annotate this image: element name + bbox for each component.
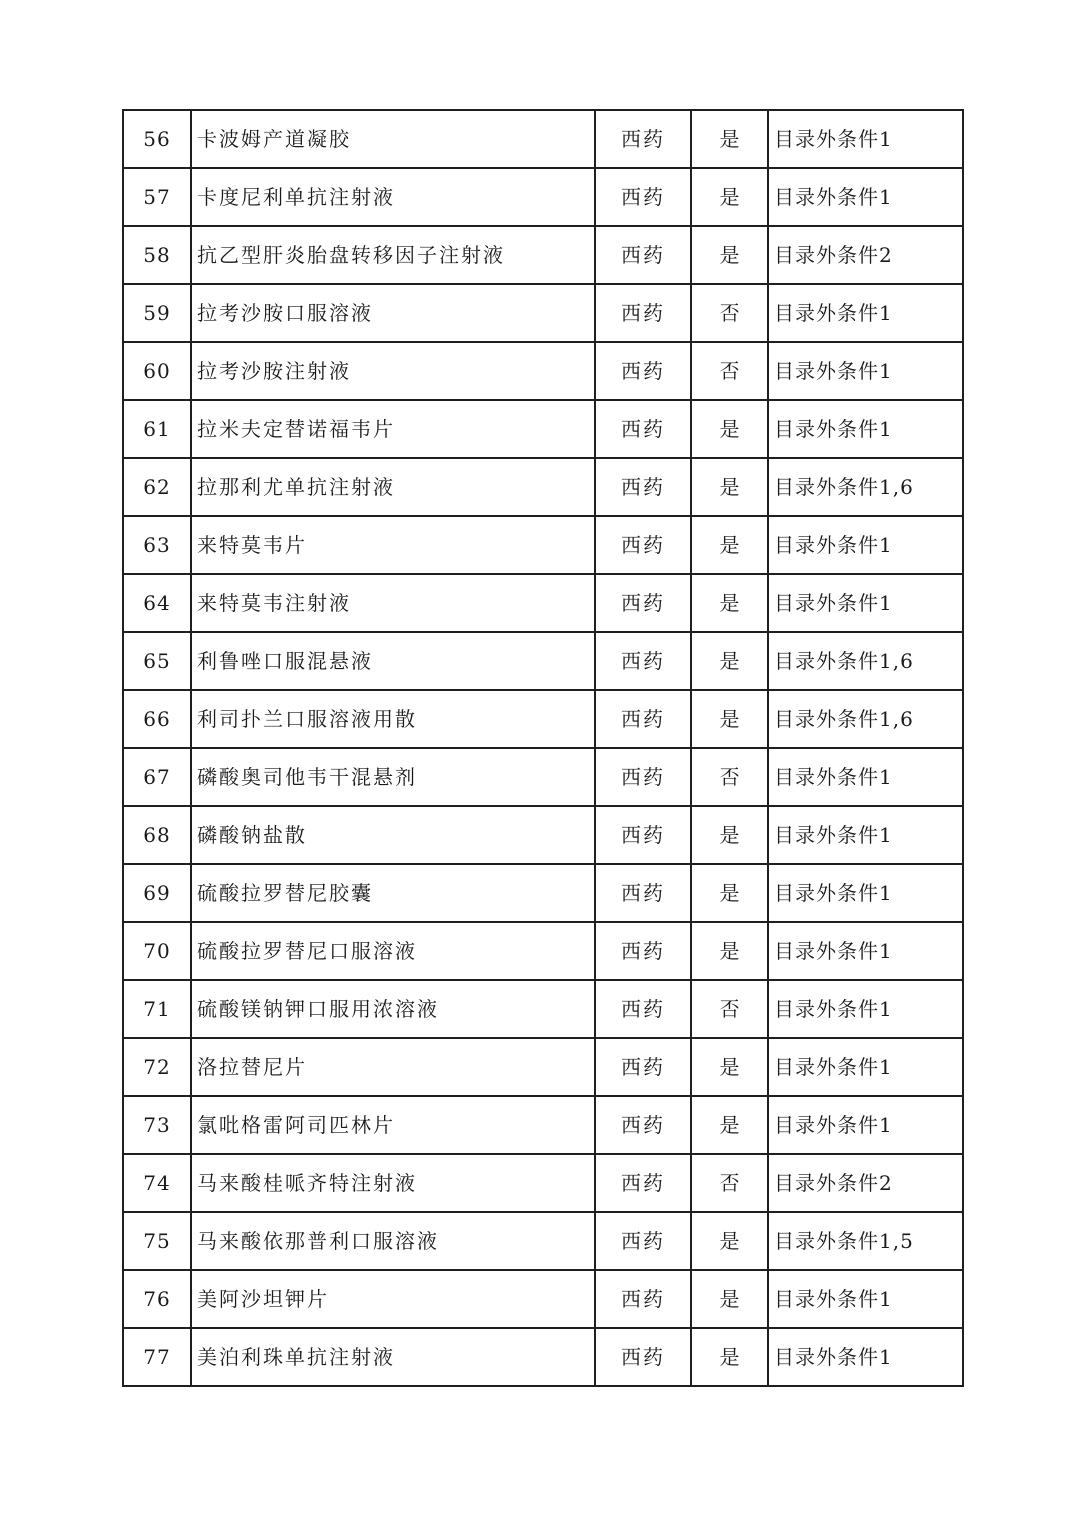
drug-name-cell: 利司扑兰口服溶液用散 <box>191 690 595 748</box>
flag-cell: 是 <box>691 922 768 980</box>
flag-cell: 是 <box>691 1212 768 1270</box>
drug-name-cell: 磷酸钠盐散 <box>191 806 595 864</box>
row-number-cell: 57 <box>123 168 191 226</box>
drug-type-cell: 西药 <box>595 806 691 864</box>
table-row <box>123 1270 963 1328</box>
drug-list-table-body <box>123 110 963 1386</box>
drug-name-cell: 磷酸奥司他韦干混悬剂 <box>191 748 595 806</box>
flag-cell: 是 <box>691 110 768 168</box>
table-row <box>123 342 963 400</box>
table-row <box>123 226 963 284</box>
flag-cell: 是 <box>691 806 768 864</box>
drug-name-cell: 卡度尼利单抗注射液 <box>191 168 595 226</box>
table-row <box>123 864 963 922</box>
drug-type-cell: 西药 <box>595 922 691 980</box>
drug-type-cell: 西药 <box>595 400 691 458</box>
condition-cell: 目录外条件1 <box>768 806 963 864</box>
table-row <box>123 168 963 226</box>
flag-cell: 是 <box>691 516 768 574</box>
drug-name-cell: 马来酸依那普利口服溶液 <box>191 1212 595 1270</box>
flag-cell: 是 <box>691 864 768 922</box>
drug-name-cell: 利鲁唑口服混悬液 <box>191 632 595 690</box>
table-row <box>123 284 963 342</box>
flag-cell: 是 <box>691 690 768 748</box>
row-number-cell: 62 <box>123 458 191 516</box>
row-number-cell: 72 <box>123 1038 191 1096</box>
flag-cell: 是 <box>691 168 768 226</box>
table-row <box>123 1096 963 1154</box>
row-number-cell: 61 <box>123 400 191 458</box>
flag-cell: 是 <box>691 1328 768 1386</box>
drug-type-cell: 西药 <box>595 574 691 632</box>
drug-type-cell: 西药 <box>595 690 691 748</box>
row-number-cell: 59 <box>123 284 191 342</box>
row-number-cell: 69 <box>123 864 191 922</box>
drug-type-cell: 西药 <box>595 1096 691 1154</box>
drug-type-cell: 西药 <box>595 284 691 342</box>
condition-cell: 目录外条件1 <box>768 980 963 1038</box>
drug-name-cell: 拉考沙胺注射液 <box>191 342 595 400</box>
row-number-cell: 68 <box>123 806 191 864</box>
condition-cell: 目录外条件1 <box>768 284 963 342</box>
flag-cell: 否 <box>691 980 768 1038</box>
condition-cell: 目录外条件1 <box>768 1270 963 1328</box>
table-row <box>123 1154 963 1212</box>
drug-name-cell: 硫酸拉罗替尼口服溶液 <box>191 922 595 980</box>
flag-cell: 是 <box>691 1270 768 1328</box>
table-row <box>123 400 963 458</box>
drug-type-cell: 西药 <box>595 342 691 400</box>
table-row <box>123 1328 963 1386</box>
drug-name-cell: 来特莫韦片 <box>191 516 595 574</box>
drug-name-cell: 来特莫韦注射液 <box>191 574 595 632</box>
condition-cell: 目录外条件1,6 <box>768 690 963 748</box>
row-number-cell: 56 <box>123 110 191 168</box>
flag-cell: 是 <box>691 632 768 690</box>
table-row <box>123 806 963 864</box>
flag-cell: 否 <box>691 342 768 400</box>
condition-cell: 目录外条件1 <box>768 574 963 632</box>
drug-type-cell: 西药 <box>595 980 691 1038</box>
table-row <box>123 748 963 806</box>
drug-name-cell: 氯吡格雷阿司匹林片 <box>191 1096 595 1154</box>
drug-type-cell: 西药 <box>595 864 691 922</box>
table-row <box>123 110 963 168</box>
condition-cell: 目录外条件1 <box>768 748 963 806</box>
row-number-cell: 63 <box>123 516 191 574</box>
table-row <box>123 1038 963 1096</box>
condition-cell: 目录外条件1 <box>768 400 963 458</box>
condition-cell: 目录外条件1 <box>768 110 963 168</box>
flag-cell: 否 <box>691 284 768 342</box>
condition-cell: 目录外条件1 <box>768 1038 963 1096</box>
table-row <box>123 574 963 632</box>
drug-name-cell: 卡波姆产道凝胶 <box>191 110 595 168</box>
condition-cell: 目录外条件1,6 <box>768 458 963 516</box>
drug-name-cell: 拉米夫定替诺福韦片 <box>191 400 595 458</box>
condition-cell: 目录外条件1 <box>768 516 963 574</box>
table-row <box>123 1212 963 1270</box>
condition-cell: 目录外条件1,5 <box>768 1212 963 1270</box>
row-number-cell: 67 <box>123 748 191 806</box>
drug-type-cell: 西药 <box>595 748 691 806</box>
row-number-cell: 58 <box>123 226 191 284</box>
drug-type-cell: 西药 <box>595 168 691 226</box>
drug-name-cell: 抗乙型肝炎胎盘转移因子注射液 <box>191 226 595 284</box>
drug-name-cell: 美泊利珠单抗注射液 <box>191 1328 595 1386</box>
drug-type-cell: 西药 <box>595 1212 691 1270</box>
flag-cell: 是 <box>691 226 768 284</box>
condition-cell: 目录外条件2 <box>768 1154 963 1212</box>
row-number-cell: 65 <box>123 632 191 690</box>
condition-cell: 目录外条件1 <box>768 922 963 980</box>
condition-cell: 目录外条件1 <box>768 864 963 922</box>
row-number-cell: 71 <box>123 980 191 1038</box>
flag-cell: 是 <box>691 458 768 516</box>
row-number-cell: 74 <box>123 1154 191 1212</box>
flag-cell: 是 <box>691 400 768 458</box>
row-number-cell: 64 <box>123 574 191 632</box>
drug-type-cell: 西药 <box>595 226 691 284</box>
condition-cell: 目录外条件1 <box>768 1328 963 1386</box>
table-row <box>123 690 963 748</box>
table-row <box>123 922 963 980</box>
drug-type-cell: 西药 <box>595 632 691 690</box>
drug-name-cell: 马来酸桂哌齐特注射液 <box>191 1154 595 1212</box>
drug-type-cell: 西药 <box>595 516 691 574</box>
table-row <box>123 632 963 690</box>
condition-cell: 目录外条件1,6 <box>768 632 963 690</box>
drug-list-table <box>122 109 964 1387</box>
table-row <box>123 980 963 1038</box>
drug-name-cell: 洛拉替尼片 <box>191 1038 595 1096</box>
drug-type-cell: 西药 <box>595 1328 691 1386</box>
flag-cell: 是 <box>691 1096 768 1154</box>
condition-cell: 目录外条件2 <box>768 226 963 284</box>
drug-type-cell: 西药 <box>595 1270 691 1328</box>
drug-name-cell: 拉那利尤单抗注射液 <box>191 458 595 516</box>
row-number-cell: 73 <box>123 1096 191 1154</box>
drug-type-cell: 西药 <box>595 1038 691 1096</box>
flag-cell: 否 <box>691 1154 768 1212</box>
row-number-cell: 76 <box>123 1270 191 1328</box>
condition-cell: 目录外条件1 <box>768 1096 963 1154</box>
condition-cell: 目录外条件1 <box>768 342 963 400</box>
row-number-cell: 75 <box>123 1212 191 1270</box>
row-number-cell: 77 <box>123 1328 191 1386</box>
row-number-cell: 66 <box>123 690 191 748</box>
drug-name-cell: 硫酸镁钠钾口服用浓溶液 <box>191 980 595 1038</box>
flag-cell: 否 <box>691 748 768 806</box>
drug-type-cell: 西药 <box>595 458 691 516</box>
row-number-cell: 60 <box>123 342 191 400</box>
drug-type-cell: 西药 <box>595 1154 691 1212</box>
row-number-cell: 70 <box>123 922 191 980</box>
drug-type-cell: 西药 <box>595 110 691 168</box>
flag-cell: 是 <box>691 1038 768 1096</box>
drug-name-cell: 美阿沙坦钾片 <box>191 1270 595 1328</box>
table-row <box>123 516 963 574</box>
drug-name-cell: 硫酸拉罗替尼胶囊 <box>191 864 595 922</box>
flag-cell: 是 <box>691 574 768 632</box>
drug-name-cell: 拉考沙胺口服溶液 <box>191 284 595 342</box>
condition-cell: 目录外条件1 <box>768 168 963 226</box>
table-row <box>123 458 963 516</box>
